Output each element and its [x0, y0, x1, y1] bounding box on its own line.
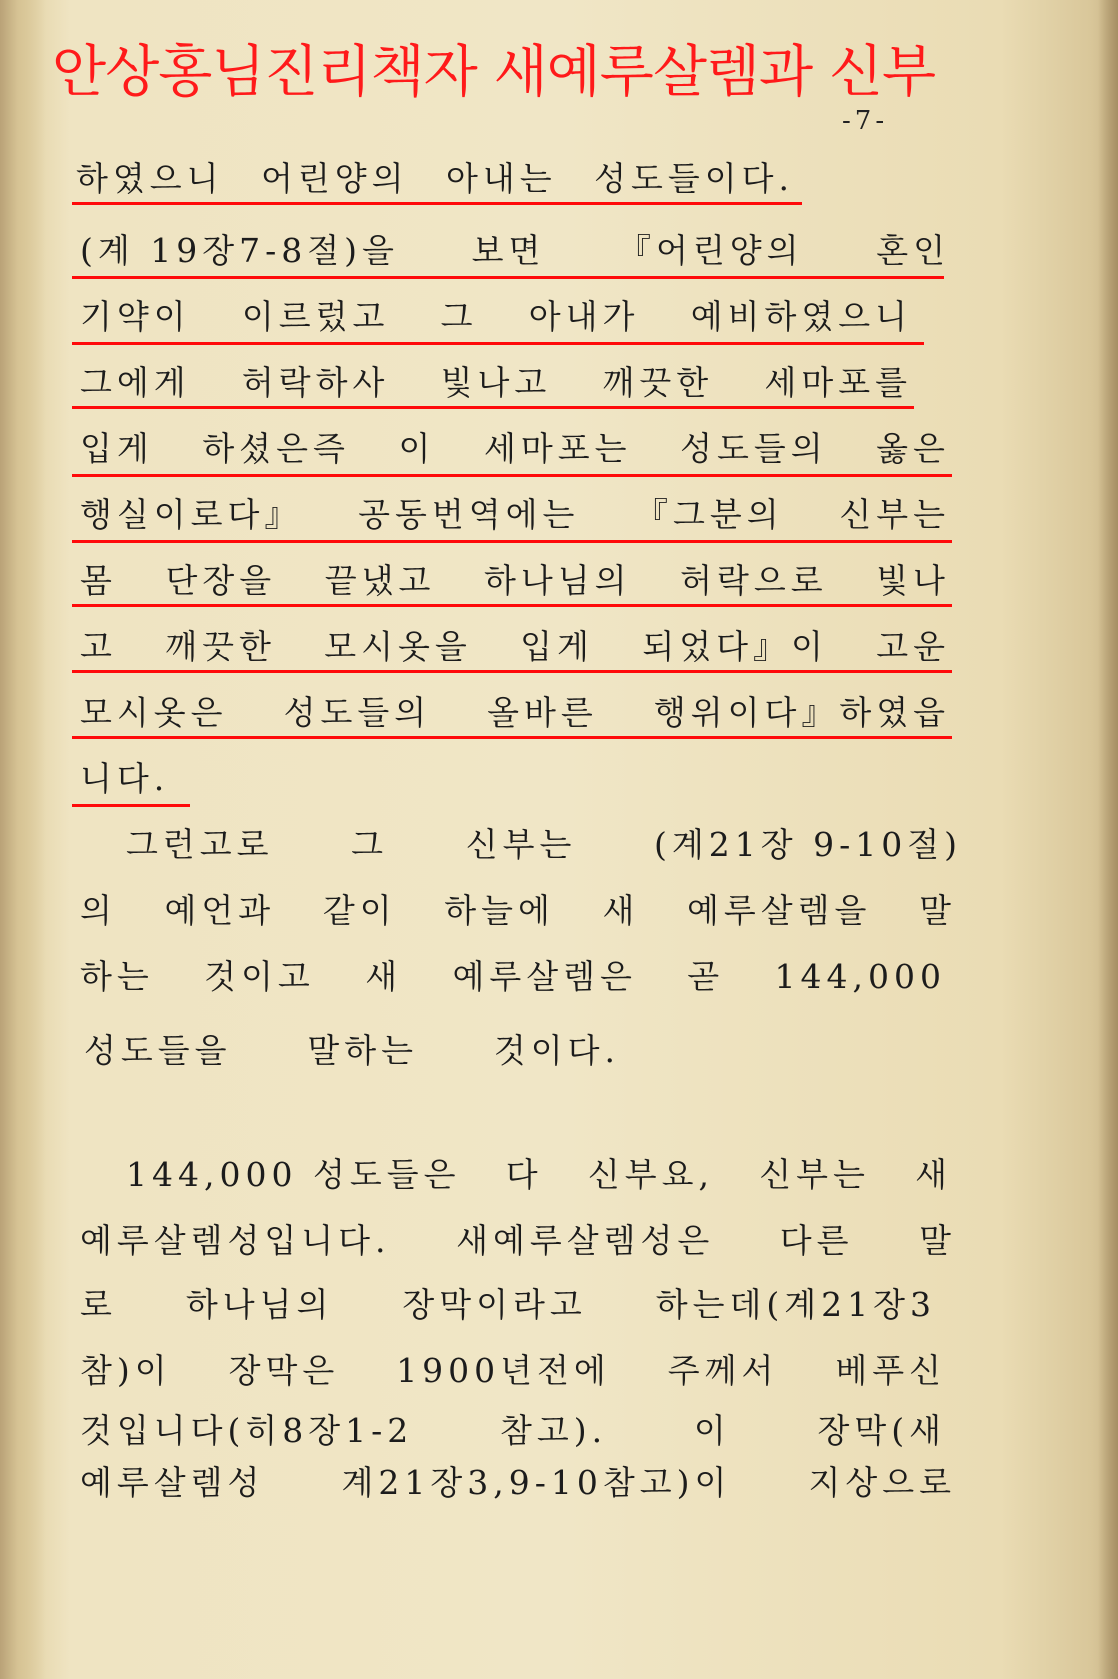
red-underline: [72, 474, 952, 477]
page-number: -7-: [842, 106, 889, 136]
text-line-18: 참)이 장막은 1900년전에 주께서 베푸신: [80, 1351, 946, 1390]
text-line-12: 의 예언과 같이 하늘에 새 예루살렘을 말: [80, 891, 956, 930]
text-line-16: 예루살렘성입니다. 새예루살렘성은 다른 말: [80, 1221, 956, 1260]
text-line-14: 성도들을 말하는 것이다.: [84, 1031, 620, 1070]
page-title: 안상홍님진리책자 새예루살렘과 신부: [52, 40, 936, 105]
text-line-7: 몸 단장을 끝냈고 하나님의 허락으로 빛나: [80, 561, 950, 600]
text-line-4: 그에게 허락하사 빛나고 깨끗한 세마포를: [80, 363, 912, 402]
page-edge-shadow: [1098, 0, 1118, 1679]
text-line-20: 예루살렘성 계21장3,9-10참고)이 지상으로: [80, 1463, 956, 1502]
red-underline: [72, 342, 924, 345]
text-line-1: 하였으니 어린양의 아내는 성도들이다.: [76, 159, 794, 198]
text-line-10: 니다.: [80, 759, 170, 798]
text-line-9: 모시옷은 성도들의 올바른 행위이다』하였읍: [80, 693, 950, 732]
text-line-17: 로 하나님의 장막이라고 하는데(계21장3: [80, 1285, 936, 1324]
red-underline: [72, 202, 802, 205]
red-underline: [72, 670, 952, 673]
red-underline: [72, 540, 952, 543]
red-underline: [72, 604, 952, 607]
text-line-2: (계 19장7-8절)을 보면 『어린양의 혼인: [80, 231, 950, 270]
page-fold-shadow: [0, 0, 46, 1679]
red-underline: [72, 276, 944, 279]
text-line-3: 기약이 이르렀고 그 아내가 예비하였으니: [80, 297, 912, 336]
text-line-5: 입게 하셨은즉 이 세마포는 성도들의 옳은: [80, 429, 950, 468]
red-underline: [72, 804, 190, 807]
text-line-6: 행실이로다』 공동번역에는 『그분의 신부는: [80, 495, 950, 534]
red-underline: [72, 736, 952, 739]
red-underline: [72, 406, 914, 409]
text-line-15: 144,000 성도들은 다 신부요, 신부는 새: [126, 1155, 952, 1194]
text-line-8: 고 깨끗한 모시옷을 입게 되었다』이 고운: [80, 627, 950, 666]
text-line-19: 것입니다(히8장1-2 참고). 이 장막(새: [80, 1411, 946, 1450]
text-line-13: 하는 것이고 새 예루살렘은 곧 144,000: [80, 957, 946, 996]
text-line-11: 그런고로 그 신부는 (계21장 9-10절): [126, 825, 962, 864]
